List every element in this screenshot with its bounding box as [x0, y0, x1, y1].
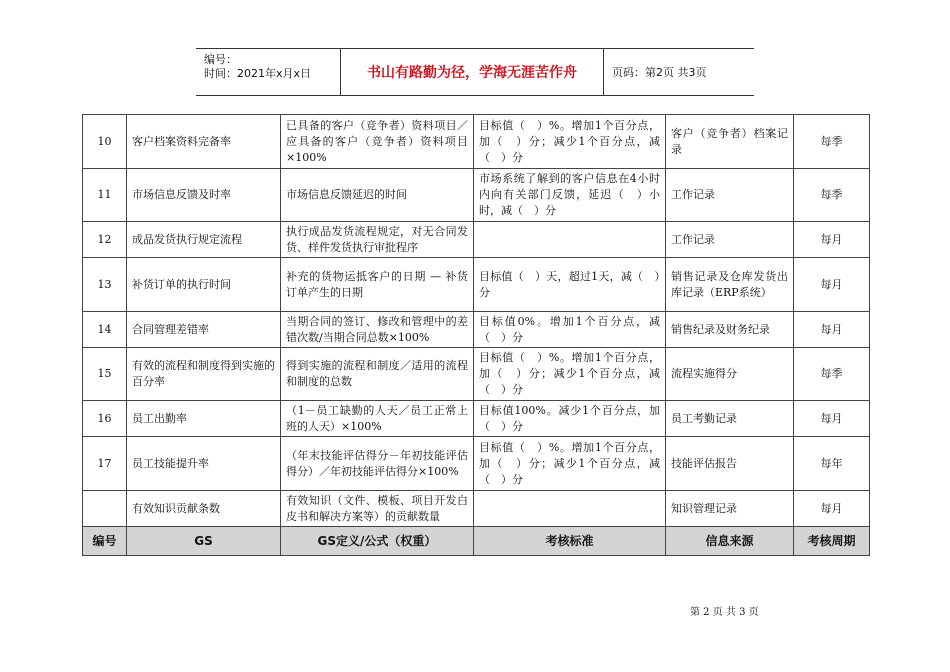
kpi-standard: 目标值（ ）%。增加1个百分点，加（ ）分；减少1个百分点，减（ ）分	[474, 115, 666, 169]
kpi-table	[82, 114, 870, 556]
kpi-period: 每月	[794, 491, 870, 527]
kpi-standard: 目标值0%。增加1个百分点，减（ ）分	[474, 312, 666, 348]
table-footer-header	[83, 527, 870, 556]
kpi-name: 有效知识贡献条数	[127, 491, 281, 527]
col-header-definition: GS定义/公式（权重）	[281, 527, 474, 556]
col-header-no: 编号	[83, 527, 127, 556]
kpi-definition: 补充的货物运抵客户的日期 — 补货订单产生的日期	[281, 258, 474, 312]
col-header-gs: GS	[127, 527, 281, 556]
kpi-source: 工作记录	[666, 169, 794, 222]
code-label: 编号：	[204, 53, 237, 66]
kpi-definition: 已具备的客户（竞争者）资料项目／应具备的客户（竞争者）资料项目×100%	[281, 115, 474, 169]
table-row	[83, 222, 870, 258]
row-number: 13	[83, 258, 127, 312]
kpi-standard: 目标值（ ）%。增加1个百分点，加（ ）分；减少1个百分点，减（ ）分	[474, 437, 666, 491]
kpi-definition: 得到实施的流程和制度／适用的流程和制度的总数	[281, 348, 474, 401]
kpi-name: 市场信息反馈及时率	[127, 169, 281, 222]
table-row	[83, 491, 870, 527]
row-number: 10	[83, 115, 127, 169]
kpi-standard: 目标值（ ）%。增加1个百分点，加（ ）分；减少1个百分点，减（ ）分	[474, 348, 666, 401]
kpi-name: 员工技能提升率	[127, 437, 281, 491]
motto: 书山有路勤为径，学海无涯苦作舟	[340, 49, 604, 95]
kpi-period: 每季	[794, 348, 870, 401]
table-row	[83, 401, 870, 437]
kpi-standard	[474, 491, 666, 527]
kpi-definition: 有效知识（文件、模板、项目开发白皮书和解决方案等）的贡献数量	[281, 491, 474, 527]
kpi-name: 补货订单的执行时间	[127, 258, 281, 312]
kpi-source: 销售纪录及财务纪录	[666, 312, 794, 348]
kpi-standard	[474, 222, 666, 258]
kpi-source: 流程实施得分	[666, 348, 794, 401]
kpi-source: 知识管理记录	[666, 491, 794, 527]
kpi-period: 每月	[794, 401, 870, 437]
kpi-period: 每季	[794, 115, 870, 169]
kpi-source: 客户（竞争者）档案记录	[666, 115, 794, 169]
kpi-standard: 市场系统了解到的客户信息在4小时内向有关部门反馈，延迟（ ）小时，减（ ）分	[474, 169, 666, 222]
kpi-source: 技能评估报告	[666, 437, 794, 491]
kpi-period: 每季	[794, 169, 870, 222]
table-row	[83, 437, 870, 491]
table-row	[83, 348, 870, 401]
page-footer: 第 2 页 共 3 页	[690, 607, 759, 618]
col-header-source: 信息来源	[666, 527, 794, 556]
kpi-name: 客户档案资料完备率	[127, 115, 281, 169]
kpi-definition: 市场信息反馈延迟的时间	[281, 169, 474, 222]
header-meta	[196, 49, 340, 95]
kpi-standard: 目标值（ ）天，超过1天，减（ ）分	[474, 258, 666, 312]
kpi-period: 每月	[794, 258, 870, 312]
kpi-source: 员工考勤记录	[666, 401, 794, 437]
kpi-name: 合同管理差错率	[127, 312, 281, 348]
row-number: 17	[83, 437, 127, 491]
kpi-definition: 执行成品发货流程规定，对无合同发货、样件发货执行审批程序	[281, 222, 474, 258]
kpi-definition: （年末技能评估得分－年初技能评估得分）／年初技能评估得分×100%	[281, 437, 474, 491]
kpi-period: 每月	[794, 222, 870, 258]
time-label: 时间：2021年x月x日	[204, 67, 312, 80]
kpi-definition: （1－员工缺勤的人天／员工正常上班的人天）×100%	[281, 401, 474, 437]
kpi-name: 成品发货执行规定流程	[127, 222, 281, 258]
page-label: 页码：第2页 共3页	[612, 66, 707, 79]
row-number: 11	[83, 169, 127, 222]
table-row	[83, 115, 870, 169]
kpi-name: 有效的流程和制度得到实施的百分率	[127, 348, 281, 401]
col-header-period: 考核周期	[794, 527, 870, 556]
page-header	[196, 48, 754, 96]
kpi-standard: 目标值100%。减少1个百分点，加（ ）分	[474, 401, 666, 437]
row-number: 16	[83, 401, 127, 437]
col-header-standard: 考核标准	[474, 527, 666, 556]
row-number	[83, 491, 127, 527]
kpi-name: 员工出勤率	[127, 401, 281, 437]
table-row	[83, 258, 870, 312]
table-row	[83, 312, 870, 348]
kpi-period: 每月	[794, 312, 870, 348]
kpi-period: 每年	[794, 437, 870, 491]
table-row	[83, 169, 870, 222]
row-number: 14	[83, 312, 127, 348]
row-number: 12	[83, 222, 127, 258]
row-number: 15	[83, 348, 127, 401]
kpi-definition: 当期合同的签订、修改和管理中的差错次数/当期合同总数×100%	[281, 312, 474, 348]
kpi-source: 销售记录及仓库发货出库记录（ERP系统）	[666, 258, 794, 312]
kpi-source: 工作记录	[666, 222, 794, 258]
